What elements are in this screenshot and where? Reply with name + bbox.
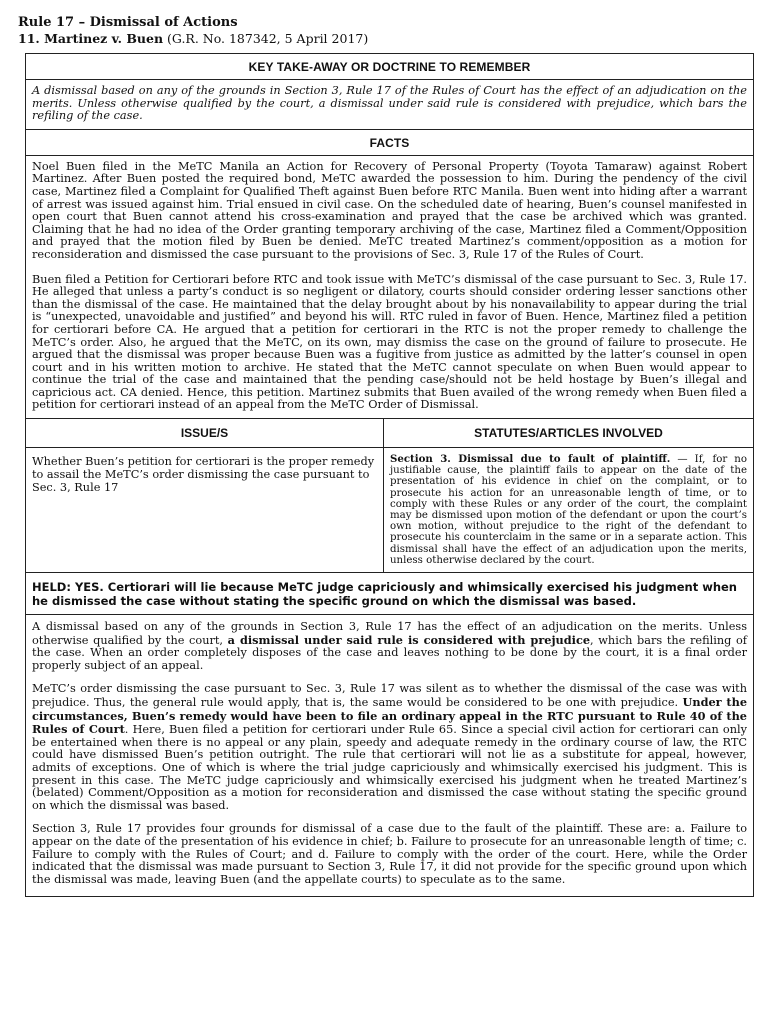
issues-statutes-header-row <box>26 419 753 448</box>
ruling-body <box>26 615 753 896</box>
doctrine-heading: KEY TAKE-AWAY OR DOCTRINE TO REMEMBER <box>26 54 753 80</box>
facts-body <box>26 156 753 419</box>
doctrine-text: A dismissal based on any of the grounds in Section 3, Rule 17 of the Rules of Court has the effect of an adjudication on the merits. Unless otherwise qualified by the court, a dismissal under said rule is considered with prejudice, which bars the refiling of the case. <box>26 80 753 130</box>
ruling-emphasis: a dismissal under said rule is considered with prejudice <box>227 632 591 647</box>
facts-paragraph: Noel Buen filed in the MeTC Manila an Action for Recovery of Personal Property (Toyota Tamaraw) against Robert Martinez. After Buen posted the required bond, MeTC awarded the possession to him. During the pendency of the civil case, Martinez filed a Complaint for Qualified Theft against Buen before RTC Manila. Buen went into hiding after a warrant of arrest was issued against him. Trial ensued in civil case. On the scheduled date of hearing, Buen’s counsel manifested in open court that Buen cannot attend his cross-examination and prayed that the case be archived which was granted. Claiming that he had no idea of the Order granting temporary archiving of the case, Martinez filed a Comment/Opposition and prayed that the motion filed by Buen be denied. MeTC treated Martinez’s comment/opposition as a motion for reconsideration and dismissed the case pursuant to the provisions of Sec. 3, Rule 17 of the Rules of Court. <box>32 159 747 261</box>
facts-heading: FACTS <box>26 130 753 156</box>
case-heading <box>18 31 758 47</box>
ruling-text: , which bars the refiling of the case. When an order completely disposes of the case and leaves nothing to be done by the court, it is a final order properly subject of an appeal. <box>32 633 747 672</box>
statute-title: Section 3. Dismissal due to fault of plaintiff. <box>390 453 671 466</box>
ruling-text: MeTC’s order dismissing the case pursuant to Sec. 3, Rule 17 was silent as to whether the dismissal of the case was with prejudice. Thus, the general rule would apply, that is, the same would be considered to be one with prejudice. <box>32 682 747 710</box>
ruling-emphasis: Under the circumstances, Buen’s remedy would have been to file an ordinary appeal in the RTC pursuant to Rule 40 of the Rules of Court <box>32 695 748 737</box>
facts-paragraph: Buen filed a Petition for Certiorari before RTC and took issue with MeTC’s dismissal of the case pursuant to Sec. 3, Rule 17. He alleged that unless a party’s conduct is so negligent or dilatory, courts should consider ordering lesser sanctions other than the dismissal of the case. He maintained that the delay brought about by his nonavailability to appear during the trial is “unexpected, unavoidable and justified” and beyond his will. RTC ruled in favor of Buen. Hence, Martinez filed a petition for certiorari before CA. He argued that a petition for certiorari in the RTC is not the proper remedy to challenge the MeTC’s order. Also, he argued that the MeTC, on its own, may dismiss the case on the ground of failure to prosecute. He argued that the dismissal was proper because Buen was a fugitive from justice as admitted by the latter’s counsel in open court and in his written motion to archive. He stated that the MeTC cannot speculate on when Buen would appear to continue the trial of the case and maintained that the pending case/should not be held hostage by Buen’s illegal and capricious act. CA denied. Hence, this petition. Martinez submits that Buen availed of the wrong remedy when Buen filed a petition for certiorari instead of an appeal from the MeTC Order of Dismissal. <box>32 272 747 412</box>
issue-text: Whether Buen’s petition for certiorari is the proper remedy to assail the MeTC’s order dismissing the case pursuant to Sec. 3, Rule 17 <box>26 448 384 572</box>
issues-heading: ISSUE/S <box>26 419 384 447</box>
ruling-paragraph: Section 3, Rule 17 provides four grounds for dismissal of a case due to the fault of the plaintiff. These are: a. Failure to appear on the date of the presentation of his evidence in chief; b. Failure to prosecute for an unreasonable length of time; c. Failure to comply with the Rules of Court; and d. Failure to comply with the order of the court. Here, while the Order indicated that the dismissal was made pursuant to Section 3, Rule 17, it did not provide for the specific ground upon which the dismissal was made, leaving Buen (and the appellate courts) to speculate as to the same. <box>32 822 747 886</box>
ruling-paragraph <box>32 683 747 812</box>
ruling-text: A dismissal based on any of the grounds in Section 3, Rule 17 has the effect of an adjudication on the merits. Unless otherwise qualified by the court, <box>32 620 747 647</box>
statutes-heading: STATUTES/ARTICLES INVOLVED <box>474 426 663 441</box>
case-digest-table <box>25 53 754 897</box>
statute-text <box>384 448 753 572</box>
held-statement: HELD: YES. Certiorari will lie because MeTC judge capriciously and whimsically exercised his judgment when he dismissed the case without stating the specific ground on which the dismissal was based. <box>26 573 753 615</box>
rule-title: Rule 17 – Dismissal of Actions <box>18 15 238 30</box>
ruling-paragraph <box>32 621 747 672</box>
case-title: 11. Martinez v. Buen <box>18 31 164 46</box>
document-header <box>18 14 758 47</box>
issues-statutes-row <box>26 448 753 573</box>
ruling-text: . Here, Buen filed a petition for certiorari under Rule 65. Since a special civil action for certiorari can only be entertained when there is no appeal or any plain, speedy and adequate remedy in the ordinary course of law, the RTC could have dismissed Buen’s petition outright. The rule that certiorari will not lie as a substitute for appeal, however, admits of exceptions. One of which is where the trial judge capriciously and whimsically exercised his judgment. This is present in this case. The MeTC judge capriciously and whimsically exercised his judgment when he treated Martinez’s (belated) Comment/Opposition as a motion for reconsideration and dismissed the case without stating the specific ground on which the dismissal was based. <box>32 723 747 812</box>
case-citation: (G.R. No. 187342, 5 April 2017) <box>167 31 369 46</box>
statute-body: — If, for no justifiable cause, the plaintiff fails to appear on the date of the presentation of his evidence in chief on the complaint, or to prosecute his action for an unreasonable length of time, or to comply with these Rules or any order of the court, the complaint may be dismissed upon motion of the defendant or upon the court’s own motion, without prejudice to the right of the defendant to prosecute his counterclaim in the same or in a separate action. This dismissal shall have the effect of an adjudication upon the merits, unless otherwise declared by the court. <box>390 454 748 566</box>
